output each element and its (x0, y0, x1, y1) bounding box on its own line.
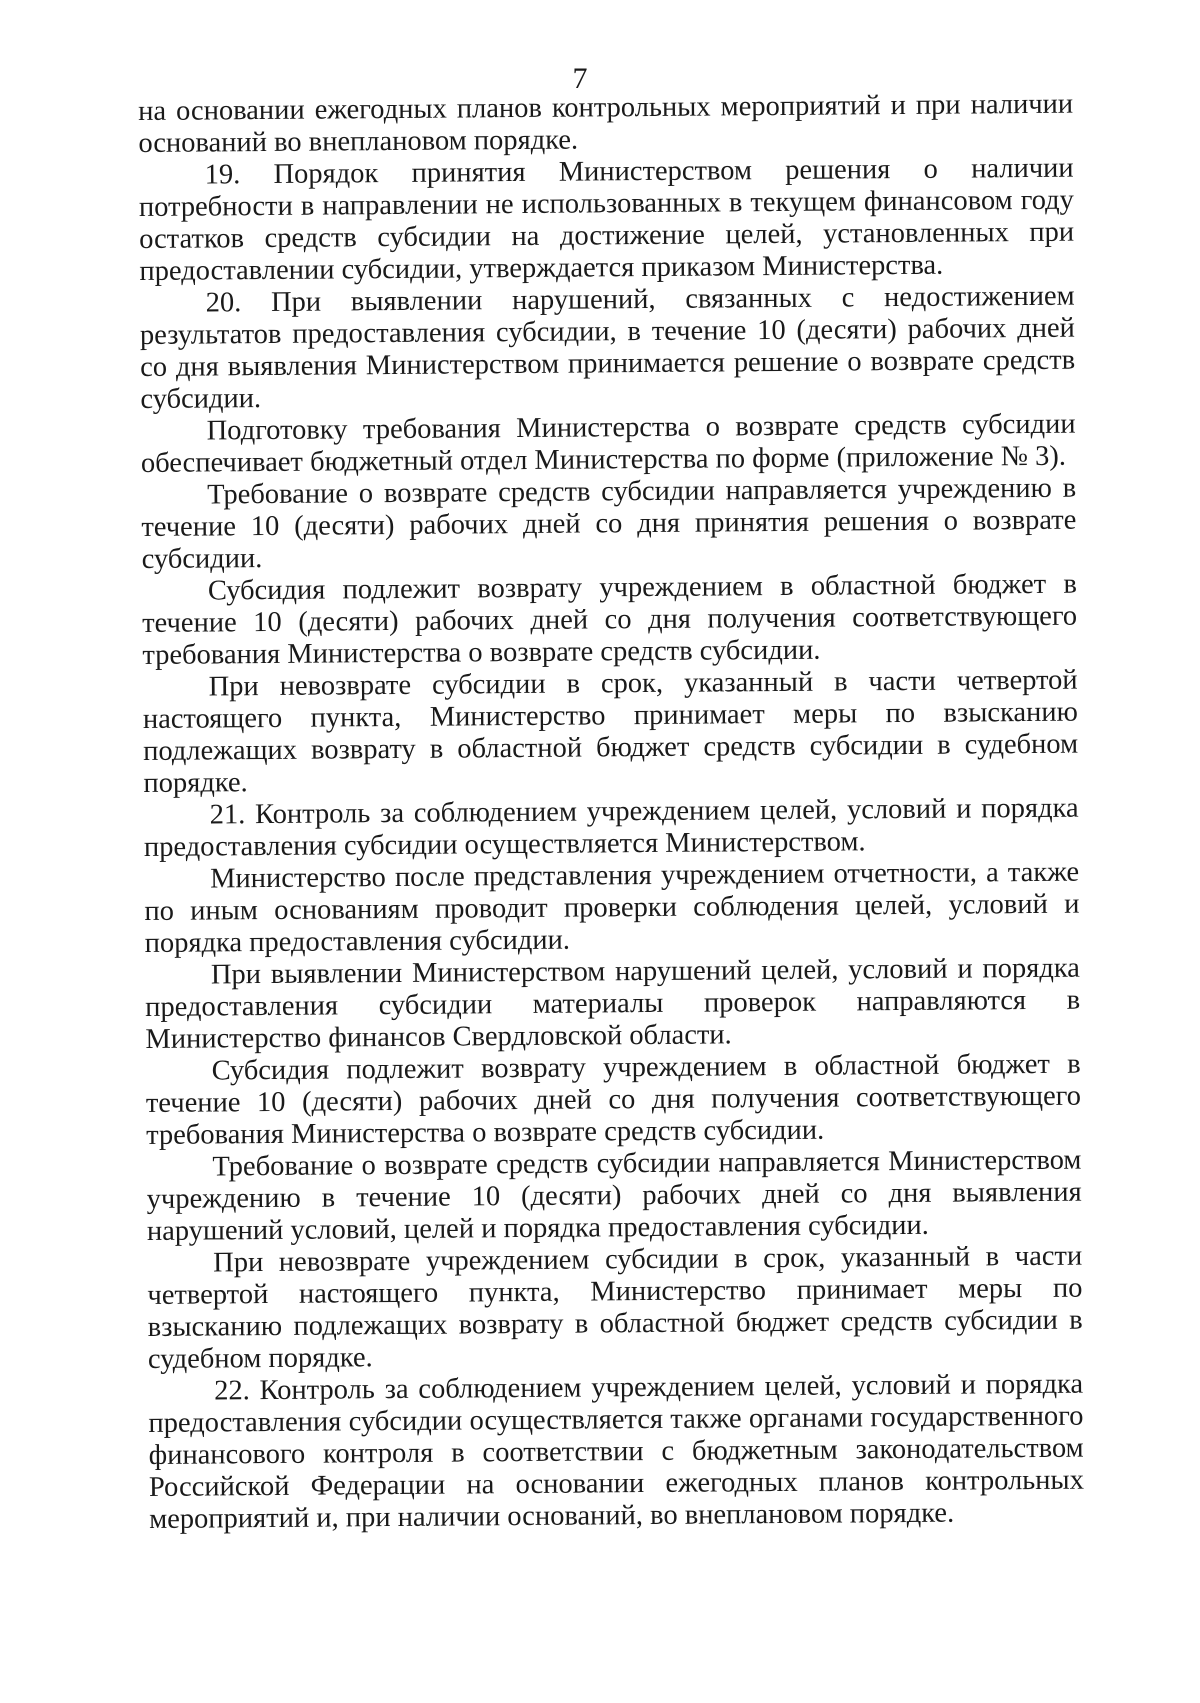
paragraph: При выявлении Министерством нарушений целей, условий и порядка предоставления субсидии материалы проверок направляются в Министерство финансов Свердловской области. (145, 952, 1081, 1055)
paragraph: При невозврате учреждением субсидии в срок, указанный в части четвертой настоящего пункта, Министерство принимает меры по взысканию подлежащих возврату в областной бюджет средств субсидии в судебном порядке. (147, 1240, 1083, 1375)
paragraph-item-19: 19. Порядок принятия Министерством решения о наличии потребности в направлении не использованных в текущем финансовом году остатков средств субсидии на достижение целей, установленных при предоставлении субсидии, утверждается приказом Министерства. (138, 152, 1075, 287)
paragraph-item-22: 22. Контроль за соблюдением учреждением целей, условий и порядка предоставления субсидии осуществляется также органами государственного финансового контроля в соответствии с бюджетным законодательством Российской Федерации на основании ежегодных планов контрольных мероприятий и, при наличии оснований, во внеплановом порядке. (148, 1368, 1085, 1535)
paragraph: Требование о возврате средств субсидии направляется Министерством учреждению в течение 10 (десяти) рабочих дней со дня выявления нарушений условий, целей и порядка предоставления субсидии. (146, 1144, 1082, 1247)
paragraph-continuation: на основании ежегодных планов контрольных мероприятий и при наличии оснований во внеплановом порядке. (138, 88, 1074, 159)
paragraph: Требование о возврате средств субсидии направляется учреждению в течение 10 (десяти) рабочих дней со дня принятия решения о возврате субсидии. (141, 472, 1077, 575)
paragraph-item-21: 21. Контроль за соблюдением учреждением целей, условий и порядка предоставления субсидии осуществляется Министерством. (143, 792, 1079, 863)
paragraph: Субсидия подлежит возврату учреждением в областной бюджет в течение 10 (десяти) рабочих дней со дня получения соответствующего требования Министерства о возврате средств субсидии. (145, 1048, 1082, 1151)
document-body (138, 89, 1084, 1536)
paragraph: При невозврате субсидии в срок, указанный в части четвертой настоящего пункта, Министерство принимает меры по взысканию подлежащих возврату в областной бюджет средств субсидии в судебном порядке. (142, 664, 1079, 799)
paragraph: Субсидия подлежит возврату учреждением в областной бюджет в течение 10 (десяти) рабочих дней со дня получения соответствующего требования Министерства о возврате средств субсидии. (142, 568, 1078, 671)
paragraph: Подготовку требования Министерства о возврате средств субсидии обеспечивает бюджетный отдел Министерства по форме (приложение № 3). (140, 408, 1076, 479)
page-number-text: 7 (572, 62, 588, 95)
paragraph-item-20: 20. При выявлении нарушений, связанных с недостижением результатов предоставления субсидии, в течение 10 (десяти) рабочих дней со дня выявления Министерством принимается решение о возврате средств субсидии. (139, 280, 1076, 415)
paragraph: Министерство после представления учреждением отчетности, а также по иным основаниям проводит проверки соблюдения целей, условий и порядка предоставления субсидии. (144, 856, 1080, 959)
